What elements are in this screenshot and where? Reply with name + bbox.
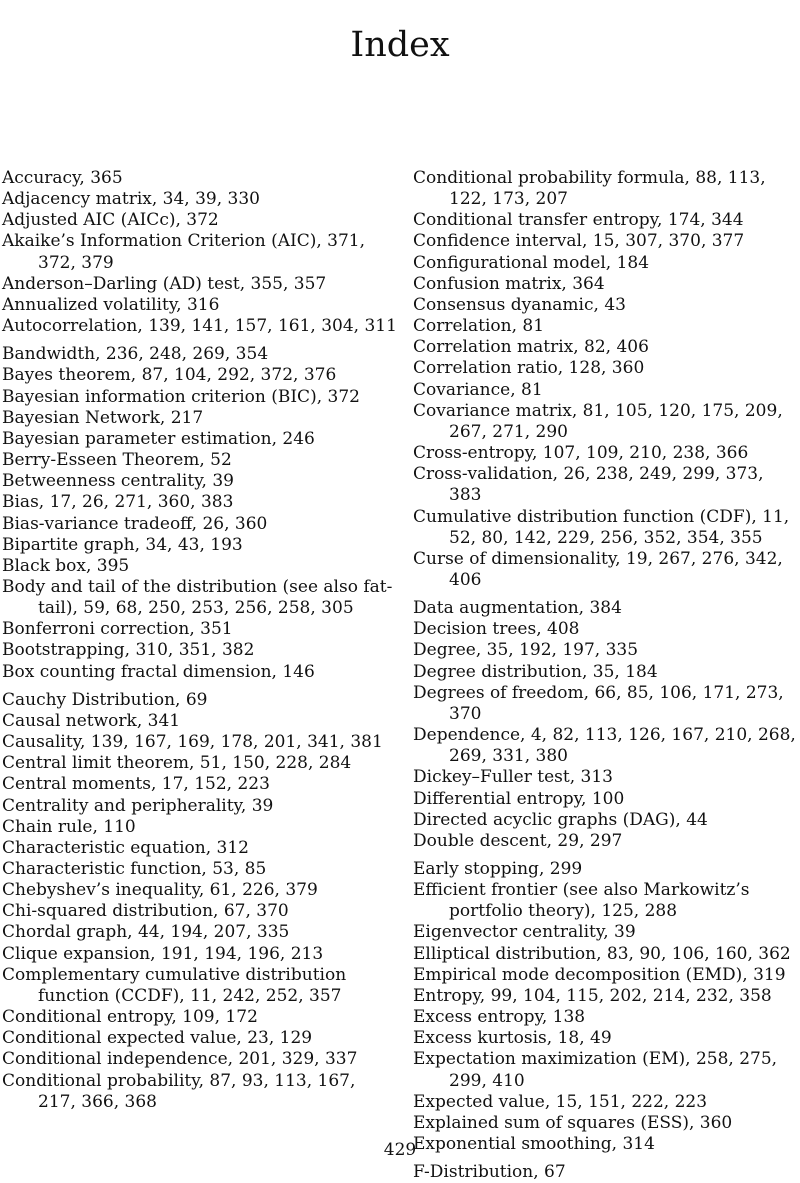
index-entry: Cauchy Distribution, 69 <box>2 689 208 710</box>
index-entry: Conditional probability formula, 88, 113, 122, 173, 207 <box>413 168 766 210</box>
index-entry: Bandwidth, 236, 248, 269, 354 <box>2 344 269 365</box>
letter-group-gap <box>413 591 800 598</box>
index-column-left <box>2 168 398 1113</box>
index-entry: Conditional transfer entropy, 174, 344 <box>413 210 744 231</box>
page-number: 429 <box>383 1140 417 1160</box>
index-entry: Data augmentation, 384 <box>413 598 622 619</box>
index-entry: Chi-squared distribution, 67, 370 <box>2 901 289 922</box>
index-entry: Efficient frontier (see also Markowitz’s portfolio theory), 125, 288 <box>413 880 750 922</box>
index-entry: Conditional expected value, 23, 129 <box>2 1028 313 1049</box>
index-entry: Adjacency matrix, 34, 39, 330 <box>2 189 260 210</box>
index-entry: Excess entropy, 138 <box>413 1007 586 1028</box>
index-entry: Black box, 395 <box>2 555 130 576</box>
letter-group-gap <box>413 852 800 859</box>
index-entry: Cross-validation, 26, 238, 249, 299, 373, 383 <box>413 464 764 506</box>
index-entry: Bonferroni correction, 351 <box>2 619 233 640</box>
index-entry: Expectation maximization (EM), 258, 275, 299, 410 <box>413 1049 778 1091</box>
index-entry: Degree distribution, 35, 184 <box>413 661 658 682</box>
index-entry: Correlation matrix, 82, 406 <box>413 337 649 358</box>
index-entry: Covariance, 81 <box>413 379 543 400</box>
index-entry: Adjusted AIC (AICc), 372 <box>2 210 219 231</box>
index-entry: Bootstrapping, 310, 351, 382 <box>2 640 255 661</box>
index-entry: Causality, 139, 167, 169, 178, 201, 341, 381 <box>2 732 383 753</box>
index-entry: Bias, 17, 26, 271, 360, 383 <box>2 492 234 513</box>
index-entry: Conditional independence, 201, 329, 337 <box>2 1049 358 1070</box>
index-entry: Exponential smoothing, 314 <box>413 1134 655 1155</box>
index-entry: Accuracy, 365 <box>2 168 123 188</box>
index-entry: Decision trees, 408 <box>413 619 580 640</box>
index-entry: Degree, 35, 192, 197, 335 <box>413 640 639 661</box>
index-entry: Early stopping, 299 <box>413 859 583 879</box>
index-entry: Chordal graph, 44, 194, 207, 335 <box>2 922 290 943</box>
index-entry: Bayes theorem, 87, 104, 292, 372, 376 <box>2 365 337 386</box>
page-title: Index <box>350 25 450 65</box>
index-entry: Differential entropy, 100 <box>413 788 625 809</box>
index-entry: Eigenvector centrality, 39 <box>413 922 636 943</box>
index-entry: Betweenness centrality, 39 <box>2 471 234 492</box>
index-entry: Bayesian Network, 217 <box>2 407 204 428</box>
index-entry: Degrees of freedom, 66, 85, 106, 171, 273, 370 <box>413 682 784 724</box>
index-column-right <box>413 168 800 1183</box>
index-entry: Confusion matrix, 364 <box>413 273 605 294</box>
index-entry: Chebyshev’s inequality, 61, 226, 379 <box>2 880 318 901</box>
index-entry: Central limit theorem, 51, 150, 228, 284 <box>2 753 352 774</box>
letter-group-gap <box>2 337 398 344</box>
index-entry: Autocorrelation, 139, 141, 157, 161, 304, 311 <box>2 316 397 337</box>
index-entry: Cumulative distribution function (CDF), 11, 52, 80, 142, 229, 256, 352, 354, 355 <box>413 506 790 548</box>
index-entry: Dickey–Fuller test, 313 <box>413 767 613 788</box>
index-entry: Curse of dimensionality, 19, 267, 276, 342, 406 <box>413 548 783 590</box>
index-entry: Box counting fractal dimension, 146 <box>2 661 315 682</box>
index-entry: Annualized volatility, 316 <box>2 294 220 315</box>
index-entry: Body and tail of the distribution (see also fat-tail), 59, 68, 250, 253, 256, 258, 305 <box>2 576 393 619</box>
index-entry: Bipartite graph, 34, 43, 193 <box>2 534 243 555</box>
letter-group-gap <box>2 683 398 690</box>
index-entry: Chain rule, 110 <box>2 816 136 837</box>
index-entry: Expected value, 15, 151, 222, 223 <box>413 1091 708 1112</box>
index-entry: Correlation, 81 <box>413 316 545 337</box>
index-entry: Central moments, 17, 152, 223 <box>2 774 270 795</box>
index-entry: Anderson–Darling (AD) test, 355, 357 <box>2 273 327 294</box>
index-entry: Complementary cumulative distribution function (CCDF), 11, 242, 252, 357 <box>2 964 347 1006</box>
index-entry: Characteristic equation, 312 <box>2 837 249 858</box>
index-entry: Centrality and peripherality, 39 <box>2 795 274 816</box>
index-entry: Entropy, 99, 104, 115, 202, 214, 232, 358 <box>413 985 772 1006</box>
index-entry: Dependence, 4, 82, 113, 126, 167, 210, 268, 269, 331, 380 <box>413 725 796 767</box>
index-entry: Bayesian information criterion (BIC), 372 <box>2 386 360 407</box>
index-entry: Configurational model, 184 <box>413 252 650 273</box>
index-entry: Cross-entropy, 107, 109, 210, 238, 366 <box>413 443 749 464</box>
index-entry: Directed acyclic graphs (DAG), 44 <box>413 809 708 830</box>
index-entry: Conditional entropy, 109, 172 <box>2 1007 258 1028</box>
index-entry: Clique expansion, 191, 194, 196, 213 <box>2 943 324 964</box>
index-entry: Confidence interval, 15, 307, 370, 377 <box>413 231 745 252</box>
index-entry: Characteristic function, 53, 85 <box>2 859 267 879</box>
index-entry: Explained sum of squares (ESS), 360 <box>413 1112 733 1133</box>
index-entry: Causal network, 341 <box>2 710 181 731</box>
index-entry: Empirical mode decomposition (EMD), 319 <box>413 964 786 985</box>
index-entry: Covariance matrix, 81, 105, 120, 175, 209, 267, 271, 290 <box>413 400 783 442</box>
index-entry: Bayesian parameter estimation, 246 <box>2 428 315 449</box>
index-entry: Conditional probability, 87, 93, 113, 167, 217, 366, 368 <box>2 1070 356 1112</box>
index-entry: Excess kurtosis, 18, 49 <box>413 1028 612 1049</box>
index-entry: Double descent, 29, 297 <box>413 830 623 851</box>
index-entry: Berry-Esseen Theorem, 52 <box>2 450 232 471</box>
index-entry: Correlation ratio, 128, 360 <box>413 358 645 379</box>
index-entry: Bias-variance tradeoff, 26, 360 <box>2 513 268 534</box>
index-entry: F-Distribution, 67 <box>413 1162 566 1183</box>
index-entry: Consensus dyanamic, 43 <box>413 294 626 315</box>
index-entry: Akaike’s Information Criterion (AIC), 371, 372, 379 <box>2 231 366 273</box>
index-entry: Elliptical distribution, 83, 90, 106, 160, 362 <box>413 943 791 964</box>
